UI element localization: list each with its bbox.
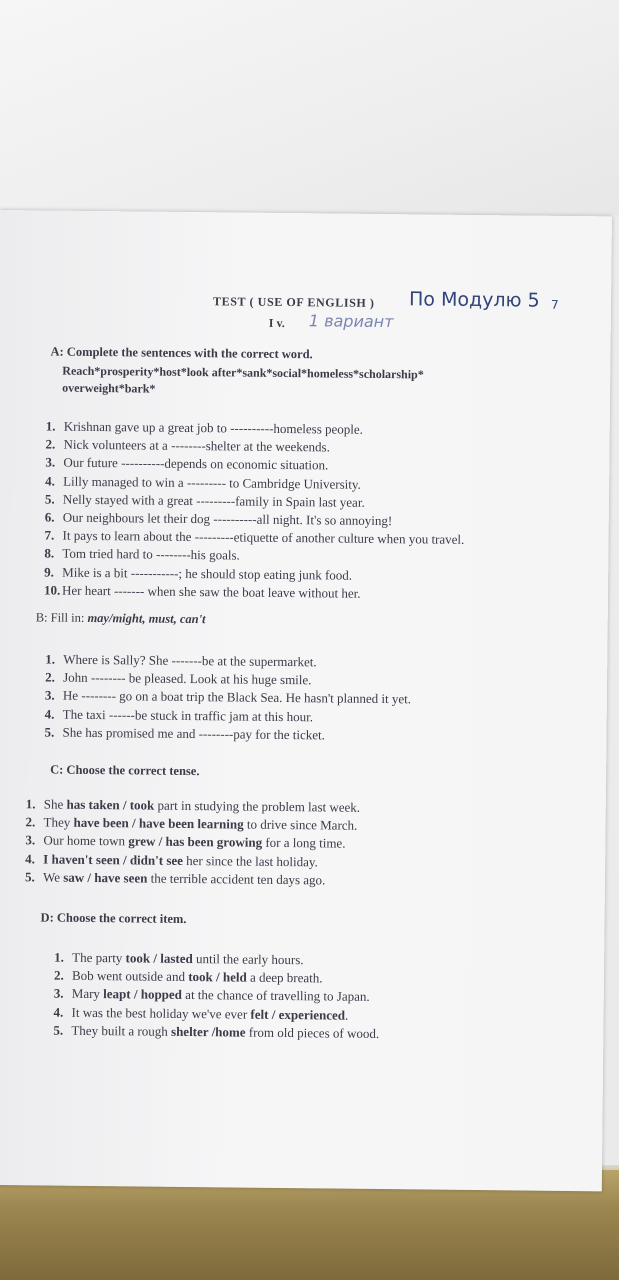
- section-a-item-text: Nick volunteers at a --------shelter at the weekends.: [63, 436, 331, 455]
- word-bank-line-1: Reach*prosperity*host*look after*sank*social*homeless*scholarship*: [62, 363, 424, 382]
- section-d-item: [53, 1021, 379, 1043]
- section-b-item-number: 1.: [45, 651, 56, 667]
- section-a-item-text: It pays to learn about the ---------etiquette of another culture when you travel.: [62, 527, 465, 548]
- section-b-item-text: John -------- be pleased. Look at his huge smile.: [63, 669, 312, 688]
- section-b-modal-words: may/might, must, can't: [87, 610, 206, 627]
- handwritten-page-number: 7: [550, 297, 559, 312]
- section-c-heading: C: Choose the correct tense.: [50, 762, 200, 779]
- section-a-item: [44, 581, 464, 604]
- section-d-item-post: from old pieces of wood.: [245, 1024, 380, 1041]
- section-d-item-post: until the early hours.: [192, 951, 304, 968]
- section-c-item-text: [43, 868, 326, 889]
- section-c-item-post: part in studying the problem last week.: [154, 797, 361, 815]
- section-b-item-text: The taxi ------be stuck in traffic jam at this hour.: [62, 706, 314, 724]
- section-a-item-number: 3.: [45, 454, 56, 470]
- section-d-item-number: 5.: [53, 1022, 64, 1038]
- test-sheet: [0, 210, 612, 1191]
- section-c-item-pre: We: [42, 869, 64, 885]
- section-a-list: [44, 417, 466, 603]
- section-b-item-text: He -------- go on a boat trip the Black Sea. He hasn't planned it yet.: [62, 688, 412, 707]
- section-c-item-number: 2.: [25, 814, 36, 830]
- section-c-item-number: 4.: [25, 850, 36, 867]
- section-d-item-post: .: [344, 1007, 349, 1023]
- section-c-item-options: has taken / took: [66, 796, 155, 813]
- section-a-item-number: 8.: [44, 545, 55, 562]
- section-c-item-pre: She: [43, 796, 67, 812]
- section-a-item-text: Mike is a bit -----------; he should stop eating junk food.: [62, 564, 353, 583]
- section-b-item-text: She has promised me and --------pay for the ticket.: [62, 724, 326, 743]
- handwritten-variant-note: 1 вариант: [308, 311, 394, 332]
- section-c-item-post: for a long time.: [262, 835, 346, 852]
- section-a-item-text: Our future ----------depends on economic situation.: [63, 455, 329, 473]
- section-b-item-number: 5.: [44, 724, 55, 740]
- section-c-item-options: have been / have been learning: [73, 815, 244, 832]
- section-d-item-options: took / held: [188, 969, 247, 985]
- section-d-item-pre: Mary: [71, 986, 104, 1002]
- section-b-heading-prefix: B: Fill in:: [35, 610, 88, 625]
- section-a-item-text: Tom tried hard to --------his goals.: [62, 546, 240, 563]
- handwritten-module-note: По Модулю 5: [408, 288, 540, 312]
- section-a-item-number: 5.: [44, 491, 55, 507]
- section-c-item: [25, 868, 360, 890]
- section-d-item-post: at the chance of travelling to Japan.: [181, 987, 370, 1005]
- word-bank: [62, 363, 532, 402]
- variant-label: I v.: [268, 315, 285, 330]
- section-b-list: [44, 650, 411, 745]
- section-b-item: [44, 723, 410, 745]
- section-d-item-post: a deep breath.: [246, 969, 323, 986]
- section-a-item-number: 7.: [44, 527, 55, 543]
- section-a-item-number: 4.: [45, 473, 55, 489]
- section-d-item-pre: The party: [72, 949, 126, 966]
- section-d-heading: D: Choose the correct item.: [40, 910, 187, 926]
- section-d-item-text: [71, 1022, 379, 1043]
- section-c-item-post: the terrible accident ten days ago.: [147, 870, 326, 888]
- word-bank-line-2: overweight*bark*: [62, 380, 156, 396]
- section-c-item-pre: They: [43, 814, 74, 831]
- section-d-item-pre: They built a rough: [71, 1022, 172, 1039]
- section-b-item-number: 4.: [44, 706, 55, 722]
- section-a-item-number: 2.: [45, 436, 56, 452]
- section-d-item-number: 2.: [53, 967, 64, 983]
- section-d-item-options: took / lasted: [125, 950, 193, 967]
- background-wall: [0, 0, 619, 215]
- section-c-item-options: I haven't seen / didn't see: [43, 851, 184, 868]
- section-c-item-number: 3.: [25, 832, 36, 848]
- section-a-item-text: Lilly managed to win a --------- to Cambridge University.: [63, 473, 361, 492]
- section-d-item-pre: It was the best holiday we've ever: [71, 1004, 251, 1022]
- section-c-item-post: to drive since March.: [243, 816, 358, 833]
- section-a-item-number: 6.: [44, 509, 55, 525]
- section-a-item-text: Nelly stayed with a great ---------family in Spain last year.: [62, 491, 365, 510]
- section-c-item-pre: Our home town: [43, 832, 129, 849]
- section-a-item-number: 10.: [43, 582, 61, 598]
- section-d-item-pre: Bob went outside and: [71, 967, 189, 985]
- section-c-item-options: grew / has been growing: [128, 833, 263, 851]
- section-a-item-text: Our neighbours let their dog ----------all night. It's so annoying!: [62, 509, 393, 529]
- section-d-item-options: leapt / hopped: [103, 986, 183, 1003]
- section-b-heading: [36, 610, 206, 627]
- section-b-item-number: 2.: [45, 669, 55, 685]
- section-c-item-number: 1.: [25, 796, 36, 812]
- section-a-item-text: Krishnan gave up a great job to ----------homeless people.: [63, 418, 364, 437]
- section-b-item-number: 3.: [44, 687, 55, 704]
- test-title: TEST ( USE OF ENGLISH ): [212, 294, 375, 310]
- section-a-item-number: 9.: [44, 564, 55, 580]
- section-a-item-number: 1.: [45, 418, 56, 434]
- section-d-list: [53, 949, 380, 1043]
- section-d-item-number: 3.: [53, 986, 64, 1002]
- section-b-item-text: Where is Sally? She -------be at the supermarket.: [63, 651, 317, 670]
- section-c-item-number: 5.: [24, 869, 35, 885]
- section-d-item-number: 4.: [53, 1004, 64, 1020]
- section-d-item-text: [72, 949, 304, 970]
- section-d-item-number: 1.: [54, 949, 65, 965]
- section-a-item-text: Her heart ------- when she saw the boat leave without her.: [61, 582, 361, 601]
- section-d-item-options: shelter /home: [170, 1023, 246, 1040]
- section-c-list: [25, 795, 360, 890]
- section-c-item-post: her since the last holiday.: [182, 852, 318, 869]
- section-d-item-options: felt / experienced: [250, 1006, 346, 1023]
- section-c-item-options: saw / have seen: [63, 869, 148, 886]
- section-a-heading: A: Complete the sentences with the correct word.: [50, 344, 313, 362]
